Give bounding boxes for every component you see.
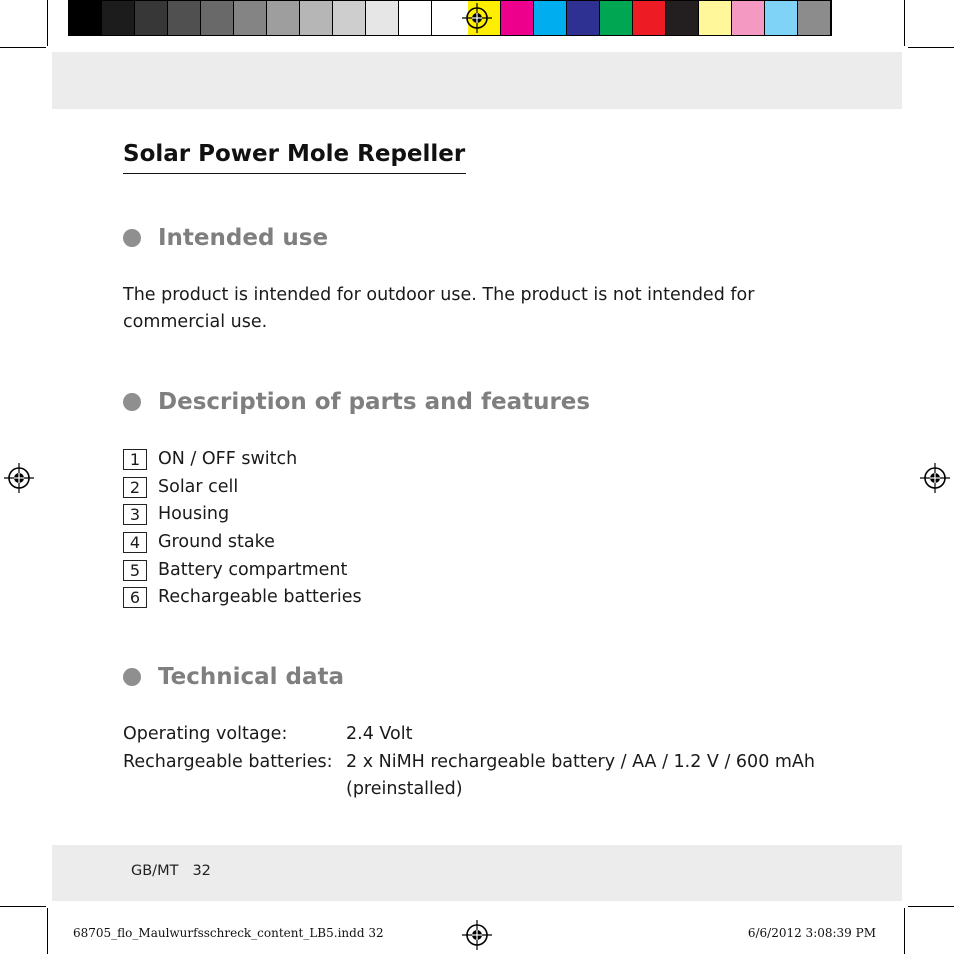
crop-mark bbox=[0, 906, 46, 907]
part-label: ON / OFF switch bbox=[158, 449, 298, 470]
list-item bbox=[123, 474, 362, 502]
section-heading-text: Intended use bbox=[158, 225, 329, 251]
color-swatch bbox=[600, 1, 633, 35]
parts-list bbox=[123, 446, 362, 612]
part-label: Ground stake bbox=[158, 532, 275, 553]
registration-mark-icon bbox=[4, 463, 34, 493]
spec-value: 2 x NiMH rechargeable battery / AA / 1.2 V / 600 mAh (preinstalled) bbox=[346, 751, 815, 799]
color-swatch bbox=[234, 1, 267, 35]
page-number: 32 bbox=[192, 863, 211, 879]
part-number-box: 2 bbox=[123, 477, 147, 498]
crop-mark bbox=[47, 908, 48, 954]
technical-data-table bbox=[123, 721, 836, 804]
color-swatch bbox=[534, 1, 567, 35]
slug-filename: 68705_flo_Maulwurfsschreck_content_LB5.indd 32 bbox=[73, 926, 384, 940]
color-swatch bbox=[666, 1, 699, 35]
bullet-dot-icon bbox=[123, 229, 141, 247]
part-number-box: 4 bbox=[123, 532, 147, 553]
color-swatch bbox=[300, 1, 333, 35]
bullet-dot-icon bbox=[123, 668, 141, 686]
section-heading-text: Technical data bbox=[158, 664, 345, 690]
page-title: Solar Power Mole Repeller bbox=[123, 138, 466, 174]
color-calibration-bar bbox=[68, 0, 832, 36]
color-swatch bbox=[267, 1, 300, 35]
table-row bbox=[123, 749, 836, 804]
part-label: Housing bbox=[158, 504, 230, 525]
crop-mark bbox=[904, 0, 905, 46]
part-label: Rechargeable batteries bbox=[158, 587, 362, 608]
color-swatch bbox=[135, 1, 168, 35]
color-swatch bbox=[699, 1, 732, 35]
section-heading-parts bbox=[123, 387, 590, 417]
part-number-box: 3 bbox=[123, 504, 147, 525]
page-footer bbox=[131, 863, 211, 879]
color-swatch bbox=[69, 1, 102, 35]
slug-datetime: 6/6/2012 3:08:39 PM bbox=[747, 926, 876, 940]
spec-key: Rechargeable batteries: bbox=[123, 751, 333, 772]
crop-mark bbox=[908, 47, 954, 48]
color-swatch bbox=[633, 1, 666, 35]
color-swatch bbox=[798, 1, 831, 35]
color-swatch bbox=[501, 1, 534, 35]
color-swatch bbox=[333, 1, 366, 35]
section-heading-technical-data bbox=[123, 662, 344, 692]
intended-use-paragraph: The product is intended for outdoor use. The product is not intended for commercial use. bbox=[123, 285, 755, 332]
section-heading-intended-use bbox=[123, 223, 328, 253]
crop-mark bbox=[908, 906, 954, 907]
list-item bbox=[123, 501, 362, 529]
list-item bbox=[123, 529, 362, 557]
list-item bbox=[123, 584, 362, 612]
color-swatch bbox=[168, 1, 201, 35]
registration-mark-icon bbox=[462, 920, 492, 950]
color-swatch bbox=[102, 1, 135, 35]
color-swatch bbox=[567, 1, 600, 35]
part-label: Solar cell bbox=[158, 476, 239, 497]
color-swatch bbox=[201, 1, 234, 35]
color-swatch bbox=[399, 1, 432, 35]
part-number-box: 5 bbox=[123, 560, 147, 581]
list-item bbox=[123, 556, 362, 584]
color-swatch bbox=[366, 1, 399, 35]
footer-language: GB/MT bbox=[131, 863, 179, 879]
part-number-box: 1 bbox=[123, 449, 147, 470]
list-item bbox=[123, 446, 362, 474]
spec-value: 2.4 Volt bbox=[346, 724, 413, 744]
crop-mark bbox=[0, 47, 46, 48]
registration-mark-icon bbox=[462, 3, 492, 33]
registration-mark-icon bbox=[920, 463, 950, 493]
color-swatch bbox=[765, 1, 798, 35]
crop-mark bbox=[47, 0, 48, 46]
color-swatch bbox=[732, 1, 765, 35]
bullet-dot-icon bbox=[123, 393, 141, 411]
part-number-box: 6 bbox=[123, 587, 147, 608]
section-heading-text: Description of parts and features bbox=[158, 389, 591, 415]
header-band bbox=[52, 52, 902, 109]
spec-key: Operating voltage: bbox=[123, 724, 288, 744]
part-label: Battery compartment bbox=[158, 559, 348, 580]
table-row bbox=[123, 721, 836, 749]
crop-mark bbox=[904, 908, 905, 954]
